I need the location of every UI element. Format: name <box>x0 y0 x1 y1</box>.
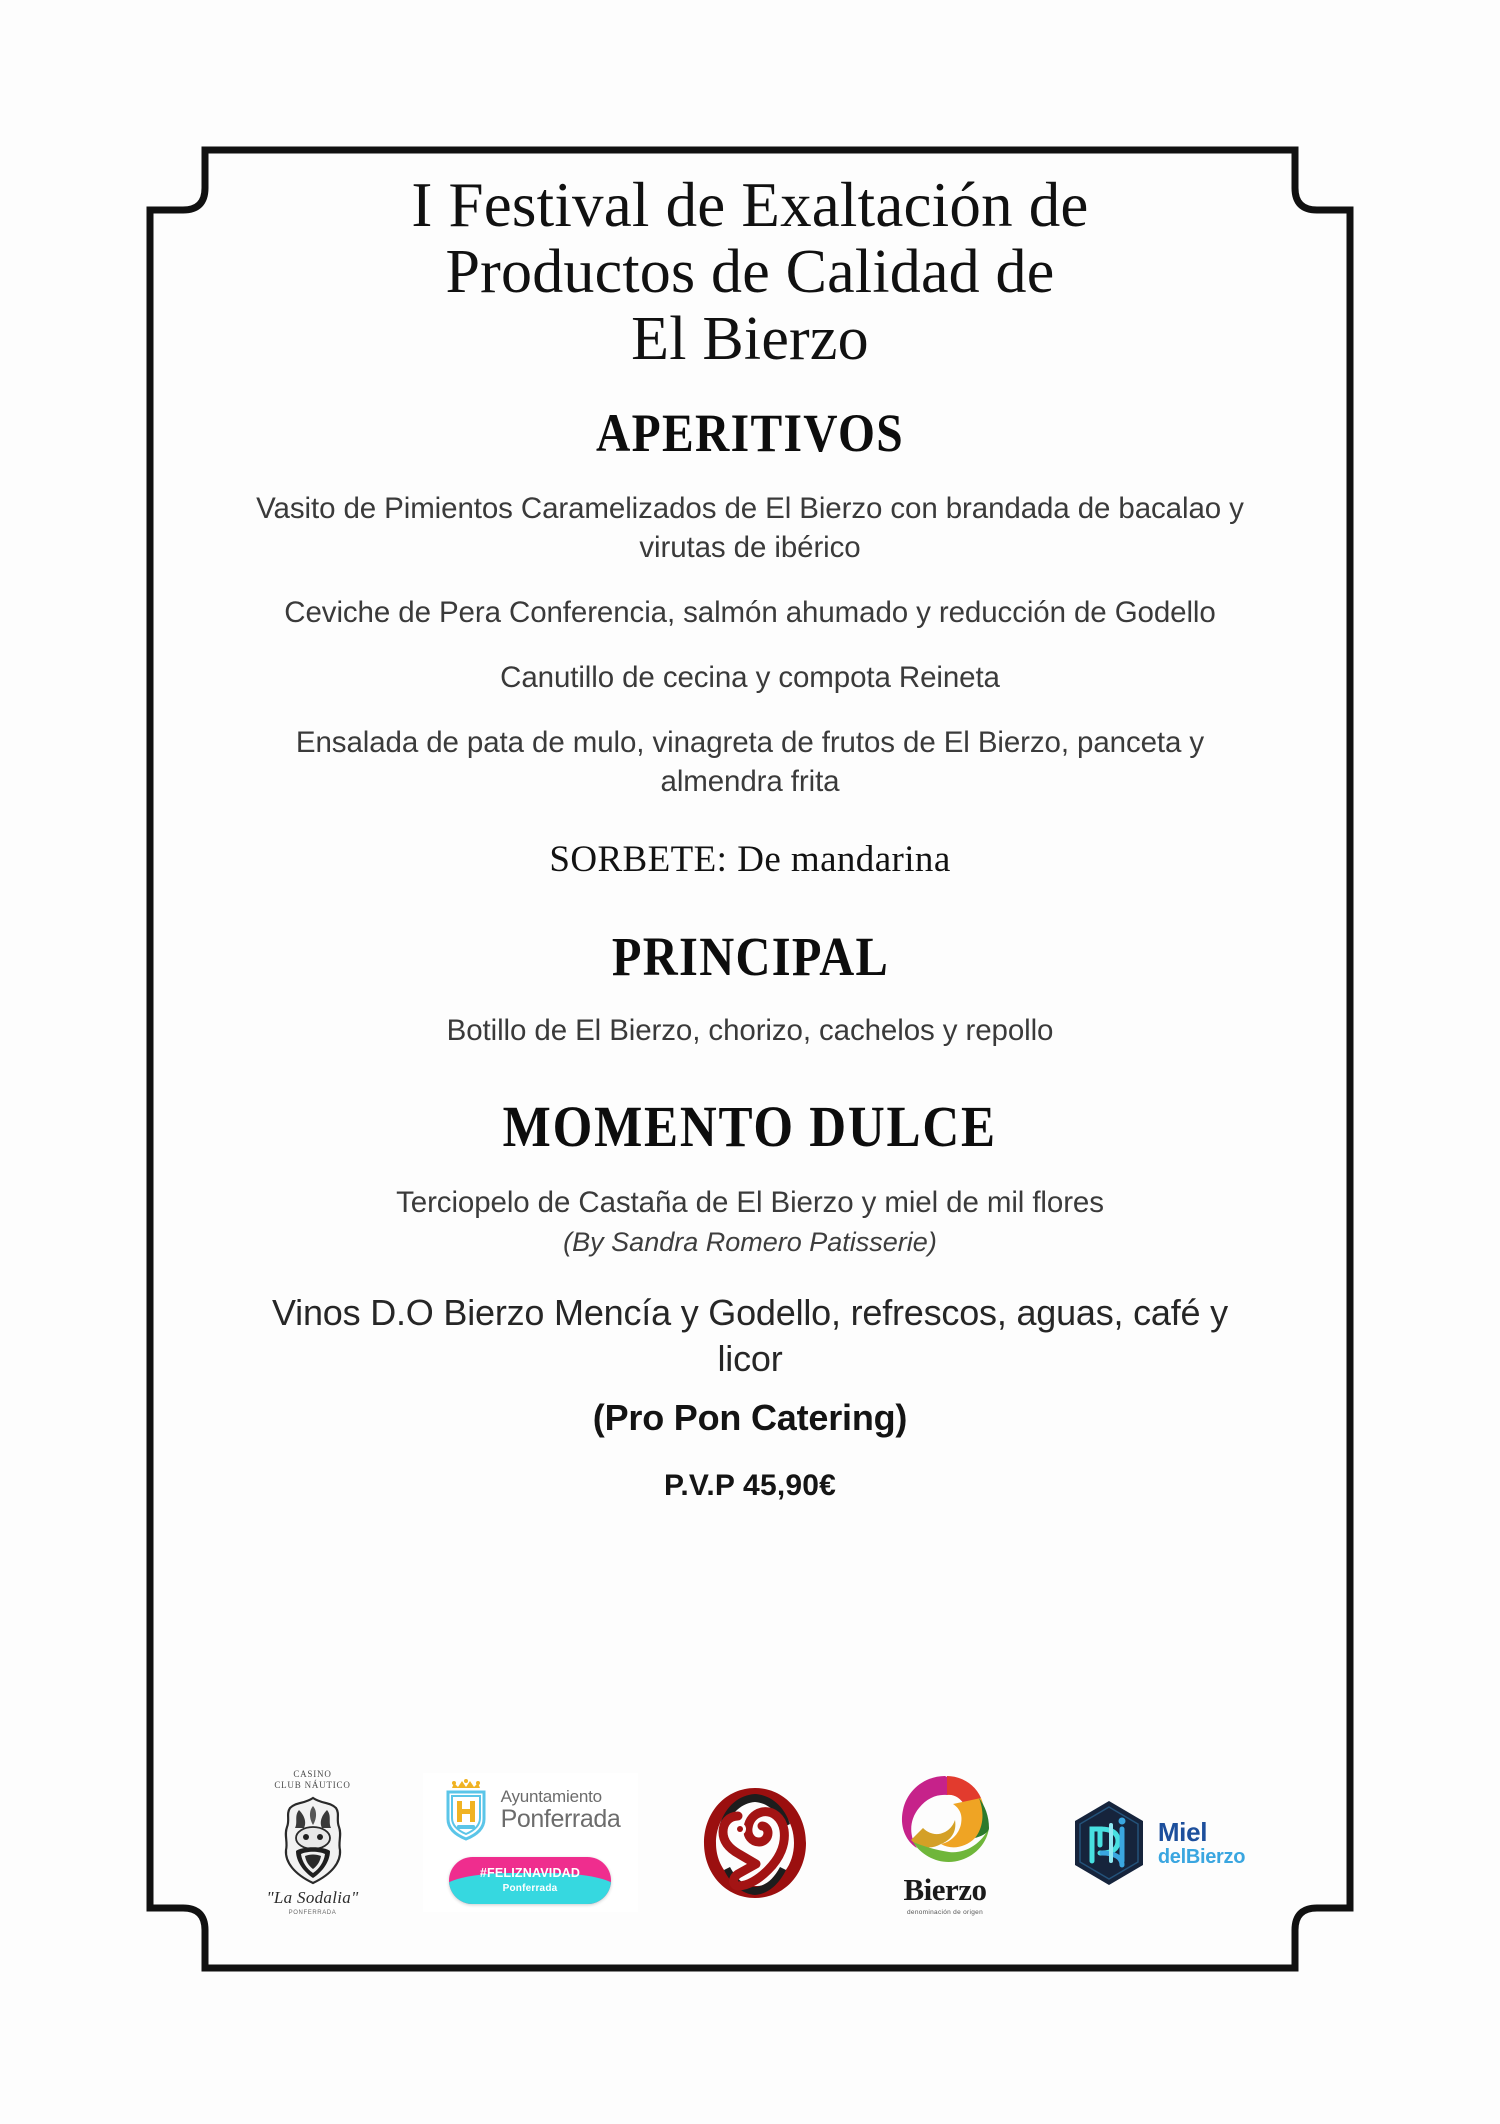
casino-line-2: CLUB NÁUTICO <box>274 1780 351 1790</box>
sponsor-logo-row <box>205 1735 1295 1950</box>
dish-item: Terciopelo de Castaña de El Bierzo y miel de mil flores <box>396 1185 1104 1219</box>
ponferrada-word-1: Ayuntamiento <box>500 1787 602 1806</box>
logo-miel-del-bierzo <box>1065 1799 1250 1887</box>
poster-content <box>185 150 1315 1968</box>
miel-hexagon-icon <box>1070 1799 1148 1887</box>
botillo-seal-icon <box>696 1782 814 1904</box>
dessert-credit: (By Sandra Romero Patisserie) <box>563 1226 937 1257</box>
logo-casino-club-nautico <box>250 1769 375 1917</box>
casino-line-1: CASINO <box>293 1768 332 1779</box>
badge-bottom-text: Ponferrada <box>502 1883 558 1894</box>
casino-sublabel: PONFERRADA <box>288 1910 337 1917</box>
casino-name: "La Sodalia" <box>266 1888 359 1908</box>
sorbete-label: SORBETE: <box>549 838 728 880</box>
dish-item: Ensalada de pata de mulo, vinagreta de frutos de El Bierzo, panceta y almendra frita <box>295 725 1205 798</box>
page-title <box>245 172 1255 372</box>
heading-aperitivos: APERITIVOS <box>596 403 904 464</box>
heading-principal: PRINCIPAL <box>611 925 889 987</box>
ponferrada-word-2: Ponferrada <box>500 1805 621 1833</box>
badge-top-text: #FELIZNAVIDAD <box>479 1866 581 1880</box>
logo-bierzo <box>873 1770 1018 1916</box>
miel-word-2: delBierzo <box>1157 1845 1246 1868</box>
logo-botillo-del-bierzo <box>685 1782 825 1904</box>
heading-momento-dulce: MOMENTO DULCE <box>502 1093 998 1159</box>
drinks-text: Vinos D.O Bierzo Mencía y Godello, refrescos, aguas, café y licor <box>272 1291 1228 1380</box>
miel-lockup <box>1070 1799 1245 1887</box>
price-label: P.V.P 45,90€ <box>663 1469 837 1503</box>
casino-crest-icon <box>274 1794 352 1886</box>
sorbete-value: De mandarina <box>737 838 951 880</box>
title-line-1: I Festival de Exaltación de <box>411 170 1089 240</box>
dish-item: Ceviche de Pera Conferencia, salmón ahumado y reducción de Godello <box>284 595 1216 629</box>
casino-top-lines <box>274 1769 350 1792</box>
ponferrada-lockup <box>440 1779 621 1841</box>
bierzo-sublabel: denominación de origen <box>907 1908 983 1916</box>
ponferrada-wordmark <box>501 1788 621 1832</box>
miel-wordmark <box>1157 1816 1246 1868</box>
title-line-3: El Bierzo <box>631 304 869 373</box>
dish-item: Vasito de Pimientos Caramelizados de El Bierzo con brandada de bacalao y virutas de ibérico <box>256 492 1244 564</box>
dish-item: Canutillo de cecina y compota Reineta <box>500 660 1000 694</box>
title-line-2: Productos de Calidad de <box>445 238 1055 307</box>
ponferrada-shield-icon <box>440 1779 492 1841</box>
bierzo-swirl-icon <box>893 1770 997 1870</box>
dish-item: Botillo de El Bierzo, chorizo, cachelos y repollo <box>446 1013 1054 1047</box>
sorbete-row <box>549 838 950 881</box>
bierzo-wordmark: Bierzo <box>903 1871 987 1907</box>
logo-ayuntamiento-ponferrada <box>423 1773 638 1912</box>
miel-word-1: Miel <box>1157 1816 1208 1847</box>
catering-name: (Pro Pon Catering) <box>592 1397 908 1439</box>
feliz-navidad-badge <box>449 1857 611 1904</box>
